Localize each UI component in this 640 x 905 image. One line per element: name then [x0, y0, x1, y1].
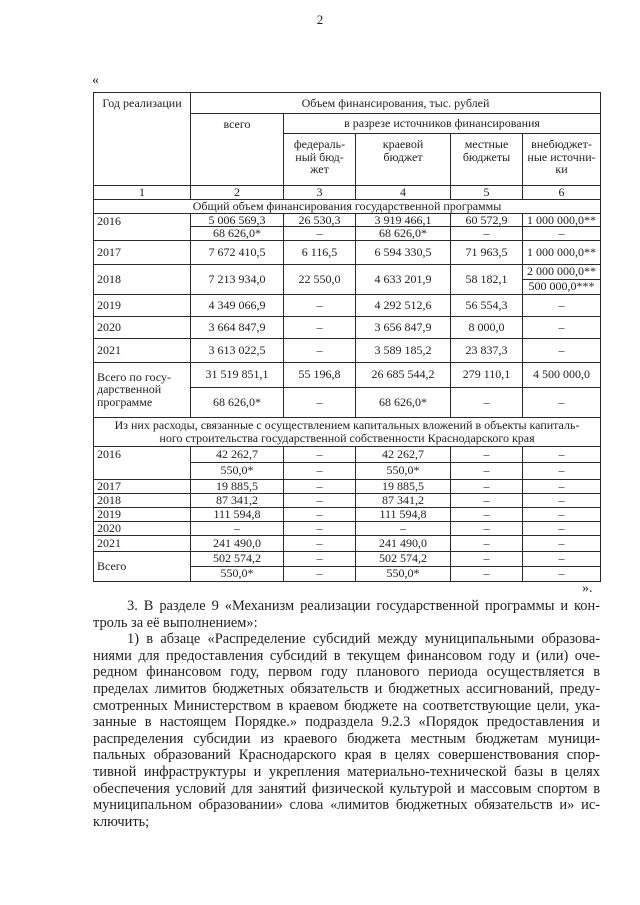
s2-2021-federal: – [284, 535, 356, 551]
table-row [94, 479, 601, 493]
column-numbers-row [94, 186, 601, 200]
text-line: редном финансовом году, первом году планового периода осуществляется в [93, 664, 600, 681]
text-line: смотренных Министерством в краевом бюджете на соответствующие цели, ука- [93, 697, 600, 714]
s1-2016-regional: 3 919 466,1 [356, 213, 451, 227]
table-row [94, 338, 601, 362]
s1-2016-regional-2: 68 626,0* [356, 227, 451, 241]
s1-2016-local-2: – [451, 227, 523, 241]
s2-grand-total-2: 550,0* [191, 566, 284, 581]
s2-year-2016: 2016 [94, 446, 191, 479]
text-line: тивной инфраструктуры и укрепления материально-технической базы в целях [93, 763, 600, 780]
text-line: обеспечения условий для занятий физической культурой и массовым спортом в [93, 780, 600, 797]
s1-2018-regional: 4 633 201,9 [356, 264, 451, 294]
s1-year-2019: 2019 [94, 294, 191, 316]
header-federal: федераль- ный бюд- жет [284, 134, 356, 186]
table-row [94, 240, 601, 264]
s1-grand-local: 279 110,1 [451, 362, 523, 387]
header-extrabudget: внебюджет- ные источни- ки [523, 134, 601, 186]
opening-quote: « [92, 73, 99, 88]
closing-quote: ». [582, 581, 593, 596]
text-line: 1) в абзаце «Распределение субсидий между муниципальными образова- [127, 631, 600, 648]
s1-2018-extrabudget: 2 000 000,0** [523, 264, 601, 279]
s1-2021-local: 23 837,3 [451, 338, 523, 362]
s1-2020-extrabudget: – [523, 316, 601, 338]
s1-2019-local: 56 554,3 [451, 294, 523, 316]
s1-2018-federal: 22 550,0 [284, 264, 356, 294]
s1-2016-federal-2: – [284, 227, 356, 241]
table-row [94, 264, 601, 279]
s1-year-2018: 2018 [94, 264, 191, 294]
text-line: занные в настоящем Порядке.» подраздела 9.2.3 «Порядок предоставления и [93, 714, 600, 731]
table-row [94, 362, 601, 387]
s2-2019-regional: 111 594,8 [356, 507, 451, 521]
header-by-source: в разрезе источников финансирования [284, 114, 601, 134]
s2-2016-regional: 42 262,7 [356, 446, 451, 462]
s2-grand-extrabudget-2: – [523, 566, 601, 581]
s1-2018-extrabudget-2: 500 000,0*** [523, 279, 601, 294]
s1-grand-local-2: – [451, 387, 523, 417]
s1-2018-total: 7 213 934,0 [191, 264, 284, 294]
s2-2017-total: 19 885,5 [191, 479, 284, 493]
s1-2016-extrabudget-2: – [523, 227, 601, 241]
s2-2017-local: – [451, 479, 523, 493]
s2-grand-federal-2: – [284, 566, 356, 581]
header-financing: Объем финансирования, тыс. рублей [191, 93, 601, 114]
section-2-title-row [94, 417, 601, 446]
s1-2016-extrabudget: 1 000 000,0** [523, 213, 601, 227]
s1-2016-total-2: 68 626,0* [191, 227, 284, 241]
page-number: 2 [316, 12, 324, 27]
s2-2016-regional-2: 550,0* [356, 462, 451, 479]
s2-2016-extrabudget-2: – [523, 462, 601, 479]
text-line: пальных образований Краснодарского края в целях совершенствования спор- [93, 747, 600, 764]
s1-2017-total: 7 672 410,5 [191, 240, 284, 264]
s1-year-2017: 2017 [94, 240, 191, 264]
s1-2021-extrabudget: – [523, 338, 601, 362]
s2-year-2018: 2018 [94, 493, 191, 507]
s2-total-label: Всего [94, 551, 191, 581]
s2-2020-total: – [191, 521, 284, 535]
s2-2018-extrabudget: – [523, 493, 601, 507]
s1-year-2021: 2021 [94, 338, 191, 362]
header-local: местные бюджеты [451, 134, 523, 186]
s2-grand-total: 502 574,2 [191, 551, 284, 566]
s2-2020-regional: – [356, 521, 451, 535]
s2-2018-federal: – [284, 493, 356, 507]
s2-grand-federal: – [284, 551, 356, 566]
s1-2021-federal: – [284, 338, 356, 362]
s1-2021-total: 3 613 022,5 [191, 338, 284, 362]
table-row [94, 535, 601, 551]
financing-table [93, 92, 601, 582]
table-row [94, 551, 601, 566]
s2-2016-total-2: 550,0* [191, 462, 284, 479]
s2-grand-extrabudget: – [523, 551, 601, 566]
s2-2019-total: 111 594,8 [191, 507, 284, 521]
s1-2018-local: 58 182,1 [451, 264, 523, 294]
s2-2019-extrabudget: – [523, 507, 601, 521]
s2-grand-regional: 502 574,2 [356, 551, 451, 566]
s1-total-label: Всего по госу- дарственной программе [94, 362, 191, 417]
s1-2019-extrabudget: – [523, 294, 601, 316]
s1-2020-total: 3 664 847,9 [191, 316, 284, 338]
s1-2016-federal: 26 530,3 [284, 213, 356, 227]
s2-2021-extrabudget: – [523, 535, 601, 551]
column-number-1: 1 [94, 186, 191, 200]
section-2-title: Из них расходы, связанные с осуществлением капитальных вложений в объекты капиталь- ного строительства государственной собственности Краснодарского края [94, 417, 601, 446]
s2-year-2019: 2019 [94, 507, 191, 521]
s1-grand-regional: 26 685 544,2 [356, 362, 451, 387]
text-line: ключить; [93, 813, 150, 830]
table-row [94, 507, 601, 521]
s1-2017-local: 71 963,5 [451, 240, 523, 264]
s2-2018-local: – [451, 493, 523, 507]
s2-2021-total: 241 490,0 [191, 535, 284, 551]
s2-2016-extrabudget: – [523, 446, 601, 462]
column-number-3: 3 [284, 186, 356, 200]
text-line: муниципальном образовании» слова «лимитов бюджетных обязательств и» ис- [93, 797, 600, 814]
table-row [94, 493, 601, 507]
s1-2019-total: 4 349 066,9 [191, 294, 284, 316]
s2-2016-federal: – [284, 446, 356, 462]
header-row-1 [94, 93, 601, 114]
text-line: ниями для предоставления субсидий в текущем финансовом году и (или) оче- [93, 647, 600, 664]
s1-grand-extrabudget-2: – [523, 387, 601, 417]
s2-2019-federal: – [284, 507, 356, 521]
s2-year-2020: 2020 [94, 521, 191, 535]
table-row [94, 446, 601, 462]
s1-2019-federal: – [284, 294, 356, 316]
s2-grand-local: – [451, 551, 523, 566]
s2-year-2017: 2017 [94, 479, 191, 493]
table-row [94, 316, 601, 338]
s1-2020-federal: – [284, 316, 356, 338]
header-regional: краевой бюджет [356, 134, 451, 186]
s1-grand-total-2: 68 626,0* [191, 387, 284, 417]
s2-2016-federal-2: – [284, 462, 356, 479]
s2-2016-total: 42 262,7 [191, 446, 284, 462]
s1-2020-local: 8 000,0 [451, 316, 523, 338]
s1-2016-total: 5 006 569,3 [191, 213, 284, 227]
s1-2020-regional: 3 656 847,9 [356, 316, 451, 338]
text-line: распределения субсидии из краевого бюджета местным бюджетам муници- [93, 730, 600, 747]
s1-year-2016: 2016 [94, 213, 191, 240]
s2-2021-local: – [451, 535, 523, 551]
s2-2017-regional: 19 885,5 [356, 479, 451, 493]
s2-grand-regional-2: 550,0* [356, 566, 451, 581]
s2-2019-local: – [451, 507, 523, 521]
s2-2021-regional: 241 490,0 [356, 535, 451, 551]
s1-2017-extrabudget: 1 000 000,0** [523, 240, 601, 264]
s1-2021-regional: 3 589 185,2 [356, 338, 451, 362]
section-1-title: Общий объем финансирования государственной программы [94, 199, 601, 213]
s1-grand-extrabudget: 4 500 000,0 [523, 362, 601, 387]
s1-grand-federal-2: – [284, 387, 356, 417]
s2-2016-local: – [451, 446, 523, 462]
s2-2017-extrabudget: – [523, 479, 601, 493]
s2-year-2021: 2021 [94, 535, 191, 551]
column-number-2: 2 [191, 186, 284, 200]
s1-grand-total: 31 519 851,1 [191, 362, 284, 387]
header-year: Год реализации [94, 93, 191, 186]
text-line: троль за её выполнением»: [93, 614, 258, 631]
body-text [93, 598, 600, 830]
table-row [94, 213, 601, 227]
s2-2020-federal: – [284, 521, 356, 535]
s2-2018-total: 87 341,2 [191, 493, 284, 507]
s1-2017-federal: 6 116,5 [284, 240, 356, 264]
column-number-6: 6 [523, 186, 601, 200]
header-total: всего [191, 114, 284, 186]
s1-2016-local: 60 572,9 [451, 213, 523, 227]
text-line: пределах лимитов бюджетных обязательств и бюджетных ассигнований, преду- [93, 680, 600, 697]
section-1-title-row [94, 199, 601, 213]
s2-grand-local-2: – [451, 566, 523, 581]
s2-2018-regional: 87 341,2 [356, 493, 451, 507]
column-number-4: 4 [356, 186, 451, 200]
s1-grand-regional-2: 68 626,0* [356, 387, 451, 417]
s1-2019-regional: 4 292 512,6 [356, 294, 451, 316]
s2-2020-local: – [451, 521, 523, 535]
s1-2017-regional: 6 594 330,5 [356, 240, 451, 264]
table-row [94, 294, 601, 316]
column-number-5: 5 [451, 186, 523, 200]
s2-2020-extrabudget: – [523, 521, 601, 535]
table-row [94, 521, 601, 535]
s1-year-2020: 2020 [94, 316, 191, 338]
s1-grand-federal: 55 196,8 [284, 362, 356, 387]
text-line: 3. В разделе 9 «Механизм реализации государственной программы и кон- [127, 598, 600, 614]
s2-2017-federal: – [284, 479, 356, 493]
s2-2016-local-2: – [451, 462, 523, 479]
